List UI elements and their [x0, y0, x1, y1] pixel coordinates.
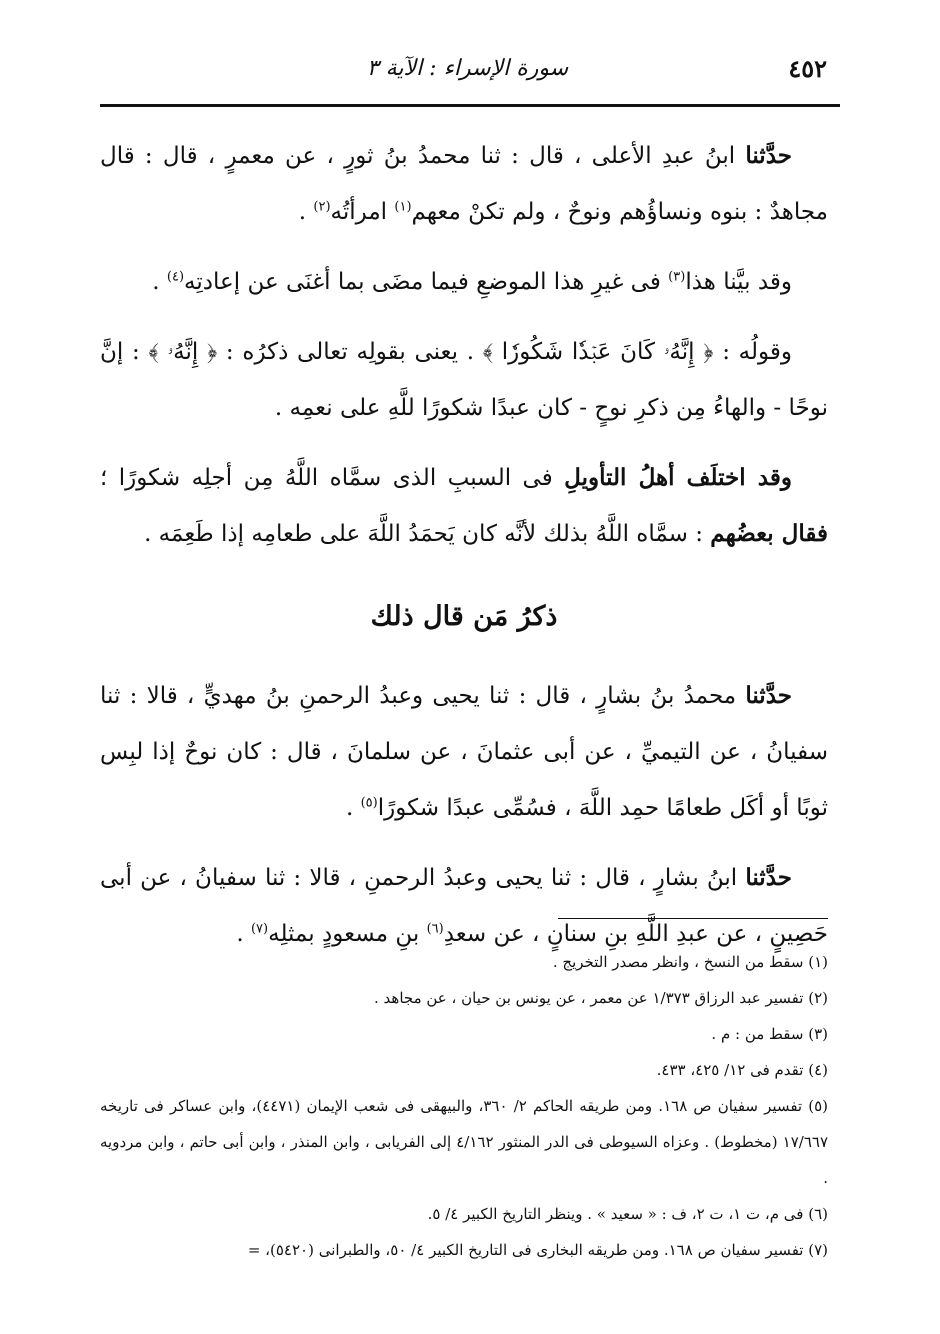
footnote-ref: (٥): [360, 795, 378, 811]
paragraph-text: : سمَّاه اللَّهُ بذلك لأنَّه كان يَحمَدُ اللَّهَ على طعامِه إذا طَعِمَه .: [144, 521, 711, 547]
paragraph-4: [100, 450, 828, 562]
page-header: [100, 48, 835, 98]
footnote-ref: (٦): [426, 921, 444, 937]
footnotes: [100, 944, 828, 1268]
footnote-6: (٦) فى م، ت ١، ت ٢، ف : « سعيد » . وينظر التاريخ الكبير ٤/ ٥.: [427, 1205, 828, 1223]
header-rule: [100, 104, 840, 107]
footnote-4: (٤) تقدم فى ١٢/ ٤٢٥، ٤٣٣.: [656, 1061, 828, 1079]
footnote-ref: (٤): [166, 269, 185, 285]
footnote-1: (١) سقط من النسخ ، وانظر مصدر التخريج .: [552, 953, 828, 971]
paragraph-text: ابنُ بشارٍ ، قال : ثنا يحيى وعبدُ الرحمنِ ، قالا : ثنا سفيانُ ، عن أبى حَصِينٍ ، عن عبدِ اللَّهِ بنِ سنانٍ ، عن سعدِ: [100, 865, 828, 947]
paragraph-text: محمدُ بنُ بشارٍ ، قال : ثنا يحيى وعبدُ الرحمنِ بنُ مهديٍّ ، قالا : ثنا سفيانُ ، عن التيميِّ ، عن أبى عثمانَ ، عن سلمانَ ، قال : كان نوحٌ إذا لبِس ثوبًا أو أكَل طعامًا حمِد اللَّهَ ، فسُمِّى عبدًا شكورًا: [100, 683, 828, 821]
footnote-ref: (٧): [250, 921, 269, 937]
footnote-ref: (٢): [313, 199, 331, 215]
main-text: [100, 128, 828, 976]
paragraph-1: [100, 128, 828, 240]
paragraph-3: [100, 324, 828, 436]
paragraph-text: امرأتُه: [330, 199, 395, 225]
narration-lead: حدَّثنا: [745, 864, 792, 891]
narration-lead: فقال بعضُهم: [710, 520, 828, 547]
running-title: سورة الإسراء : الآية ٣: [366, 56, 569, 81]
paragraph-text: وقد بيَّنا هذا: [685, 269, 792, 295]
narration-lead: حدَّثنا: [745, 142, 792, 169]
footnote-7: (٧) تفسير سفيان ص ١٦٨. ومن طريقه البخارى فى التاريخ الكبير ٤/ ٥٠، والطبرانى (٥٤٢٠)، =: [247, 1241, 828, 1259]
paragraph-text: بنِ مسعودٍ بمثلِه: [268, 921, 427, 947]
paragraph-text: فى غيرِ هذا الموضعِ فيما مضَى بما أغنَى عن إعادتِه: [184, 269, 669, 295]
paragraph-text: وقولُه : ﴿ إِنَّهُۥ كَانَ عَبۡدٗا شَكُورٗا ﴾ . يعنى بقولِه تعالى ذكرُه : ﴿ إِنَّهُۥ ﴾ : إنَّ نوحًا - والهاءُ مِن ذكرِ نوحٍ - كان عبدًا شكورًا للَّهِ على نعمِه .: [100, 339, 828, 421]
section-heading: ذكرُ مَن قال ذلك: [370, 601, 558, 632]
paragraph-2: [100, 254, 828, 310]
narration-lead: وقد اختلَف أهلُ التأويلِ: [564, 464, 792, 491]
paragraph-text: ابنُ عبدِ الأعلى ، قال : ثنا محمدُ بنُ ثورٍ ، عن معمرٍ ، قال : قال مجاهدٌ : بنوه ونساؤُهم ونوحٌ ، ولم تكنْ معهم: [100, 143, 828, 225]
narration-lead: حدَّثنا: [745, 682, 792, 709]
footnote-5: (٥) تفسير سفيان ص ١٦٨. ومن طريقه الحاكم ٢/ ٣٦٠، والبيهقى فى شعب الإيمان (٤٤٧١)، وابن عساكر فى تاريخه ١٧/٦٦٧ (مخطوط) . وعزاه السيوطى فى الدر المنثور ٤/١٦٢ إلى الفريابى ، وابن المنذر ، وابن أبى حاتم ، وابن مردويه .: [100, 1097, 829, 1187]
footnote-ref: (٣): [668, 269, 686, 285]
footnote-2: (٢) تفسير عبد الرزاق ١/٣٧٣ عن معمر ، عن يونس بن حيان ، عن مجاهد .: [374, 989, 828, 1007]
page-number: ٤٥٢: [788, 54, 827, 83]
footnote-ref: (١): [394, 199, 412, 215]
paragraph-5: [100, 668, 828, 836]
paragraph-text: .: [298, 199, 314, 225]
footnote-3: (٣) سقط من : م .: [711, 1025, 828, 1043]
paragraph-text: .: [152, 269, 167, 295]
paragraph-text: .: [236, 921, 251, 947]
paragraph-text: .: [345, 795, 361, 821]
paragraph-text: فى السببِ الذى سمَّاه اللَّهُ مِن أجلِه شكورًا ؛: [100, 465, 565, 491]
footnote-rule: [558, 918, 828, 919]
